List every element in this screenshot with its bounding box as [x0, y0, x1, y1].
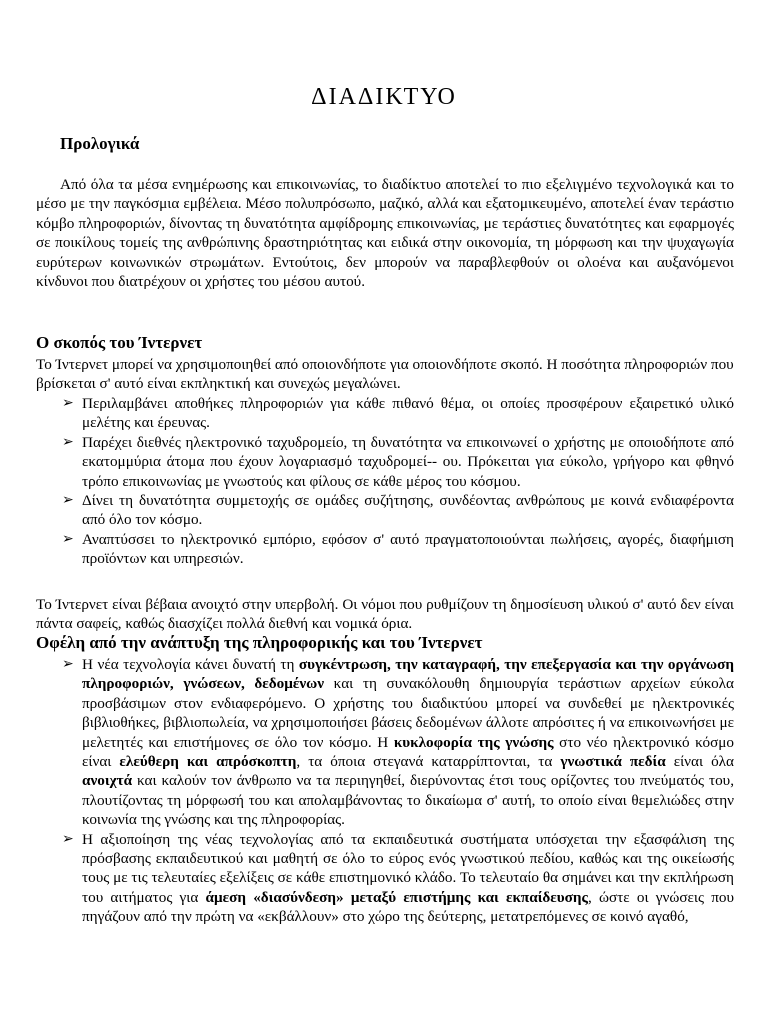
benefits-bullet-list [62, 655, 734, 927]
list-item: ➢ Η νέα τεχνολογία κάνει δυνατή τη συγκέντρωση, την καταγραφή, την επεξεργασία και την οργάνωση πληροφοριών, γνώσεων, δεδομένων και τη συνακόλουθη δημιουργία τεράστιων αρχείων εύκολα προσβάσιμων στον ενδιαφερόμενο. Ο χρήστης του διαδικτύου μπορεί να συνδεθεί με ηλεκτρονικές βιβλιοθήκες, βιβλιοπωλεία, να χρησιμοποιήσει βάσεις δεδομένων άλλοτε απρόσιτες ή να επικοινωνήσει με μελετητές και επιστήμονες σε όλο τον κόσμο. Η κυκλοφορία της γνώσης στο νέο ηλεκτρονικό κόσμο είναι ελεύθερη και απρόσκοπτη, τα όποια στεγανά καταρρίπτονται, τα γνωστικά πεδία είναι όλα ανοιχτά και καλούν τον άνθρωπο να τα περιηγηθεί, διερύνοντας έτσι τους ορίζοντες του πνεύματός του, πλουτίζοντας τη μόρφωσή του και απολαμβάνοντας το δικαίωμα σ' αυτή, το οποίο είναι θεμελιώδες στην κοινωνία της γνώσης και της πληροφορίας. [62, 656, 735, 829]
arrow-bullet-icon: ➢ [62, 831, 74, 847]
list-item: ➢ Αναπτύσσει το ηλεκτρονικό εμπόριο, εφόσον σ' αυτό πραγματοποιούνται πωλήσεις, αγορές, διαφήμιση προϊόντων και υπηρεσιών. [62, 530, 734, 568]
benefits-heading: Οφέλη από την ανάπτυξη της πληροφορικής και του Ίντερνετ [36, 633, 483, 652]
prologue-paragraph: Από όλα τα μέσα ενημέρωσης και επικοινωνίας, το διαδίκτυο αποτελεί το πιο εξελιγμένο τεχνολογικά και το μέσο με την παγκόσμια εμβέλεια. Μέσο πολυπρόσωπο, μαζικό, αλλά και εξατομικευμένο, αποτελεί έναν τεράστιο κόμβο πληροφοριών, δίνοντας τη δυνατότητα αμφίδρομης επικοινωνίας, με τεράστιες δυνατότητες και εφαρμογές σε ποικίλους τομείς της ανθρώπινης δραστηριότητας και ειδικά στην οικονομία, τη μόρφωση και την ψυχαγωγία ευρύτερων κοινωνικών στρωμάτων. Εντούτοις, δεν μπορούν να παραβλεφθούν οι ολοένα και αυξανόμενοι κίνδυνοι που διατρέχουν οι χρήστες του μέσου αυτού. [36, 176, 734, 291]
arrow-bullet-icon: ➢ [62, 531, 74, 547]
purpose-intro-paragraph: Το Ίντερνετ μπορεί να χρησιμοποιηθεί από οποιονδήποτε για οποιονδήποτε σκοπό. Η ποσότητα πληροφοριών που βρίσκεται σ' αυτό είναι εκπληκτική και συνεχώς μεγαλώνει. [36, 356, 734, 393]
arrow-bullet-icon: ➢ [62, 396, 74, 411]
arrow-bullet-icon: ➢ [62, 657, 74, 672]
list-item: ➢ Περιλαμβάνει αποθήκες πληροφοριών για κάθε πιθανό θέμα, οι οποίες προσφέρουν εξαιρετικό υλικό μελέτης και έρευνας. [62, 395, 734, 432]
list-item: ➢ Δίνει τη δυνατότητα συμμετοχής σε ομάδες συζήτησης, συνδέοντας ανθρώπους με κοινά ενδιαφέροντα από όλο τον κόσμο. [62, 492, 734, 529]
arrow-bullet-icon: ➢ [62, 493, 74, 509]
purpose-heading: Ο σκοπός του Ίντερνετ [36, 333, 203, 352]
purpose-outro-paragraph: Το Ίντερνετ είναι βέβαια ανοιχτό στην υπερβολή. Οι νόμοι που ρυθμίζουν τη δημοσίευση υλικού σ' αυτό δεν είναι πάντα σαφείς, καθώς διασχίζει πολλά διεθνή και νομικά όρια. [36, 596, 734, 633]
arrow-bullet-icon: ➢ [62, 434, 74, 450]
list-item: ➢ Παρέχει διεθνές ηλεκτρονικό ταχυδρομείο, τη δυνατότητα να επικοινωνεί ο χρήστης με οποιοδήποτε από εκατομμύρια άτομα που έχουν λογαριασμό ταχυδρομεί-- ου. Πρόκειται για εύκολο, γρήγορο και φθηνό τρόπο επικοινωνίας με γνωστούς και φίλους σε κάθε μέρος του κόσμου. [62, 433, 734, 490]
list-item: ➢ Η αξιοποίηση της νέας τεχνολογίας από τα εκπαιδευτικά συστήματα υπόσχεται την εξασφάλιση της πρόσβασης εκπαιδευτικού και μαθητή σε όλο το εύρος ενός γνωστικού πεδίου, καθώς και της οικείωσής τους με τις τελευταίες εξελίξεις σε κάθε επιστημονικό κλάδο. Το τελευταίο θα σημάνει και την εκπλήρωση του αιτήματος για άμεση «διασύνδεση» μεταξύ επιστήμης και εκπαίδευσης, ώστε οι γνώσεις που πηγάζουν από την πρώτη να «εκβάλλουν» στο χώρο της δεύτερης, μετατρεπόμενες σε κοινό αγαθό, [62, 830, 734, 926]
page-title: ΔΙΑΔΙΚΤΥΟ [311, 84, 457, 110]
purpose-bullet-list [62, 394, 734, 569]
prologue-heading: Προλογικά [60, 134, 140, 153]
